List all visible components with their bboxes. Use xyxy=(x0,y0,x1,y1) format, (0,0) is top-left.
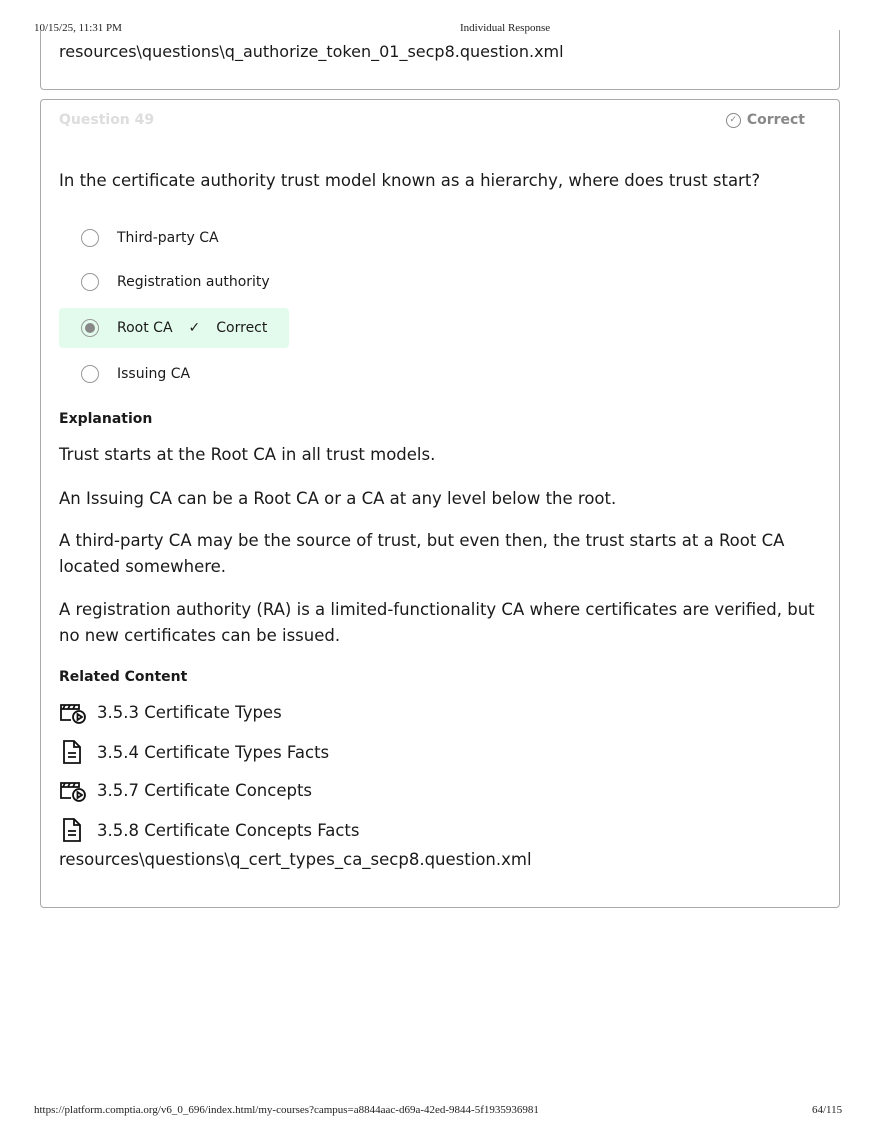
question-card xyxy=(40,99,840,908)
question-number: Question 49 xyxy=(59,112,155,128)
option-label: Third-party CA xyxy=(117,230,219,246)
option-label: Root CA xyxy=(117,320,173,336)
document-icon xyxy=(59,817,87,843)
option-issuing-ca[interactable] xyxy=(59,354,289,394)
question-path: resources\questions\q_cert_types_ca_secp8.question.xml xyxy=(59,850,532,869)
explanation-paragraph: An Issuing CA can be a Root CA or a CA at any level below the root. xyxy=(59,489,617,508)
status-label: Correct xyxy=(746,112,805,128)
explanation-paragraph: A third-party CA may be the source of trust, but even then, the trust starts at a Root CA located somewhere. xyxy=(59,531,785,576)
status-badge xyxy=(726,112,805,128)
print-title: Individual Response xyxy=(460,22,551,34)
document-icon xyxy=(59,739,87,765)
print-url: https://platform.comptia.org/v6_0_696/index.html/my-courses?campus=a8844aac-d69a-42ed-9844-5f1935936981 xyxy=(34,1104,539,1116)
explanation-paragraph: Trust starts at the Root CA in all trust models. xyxy=(59,445,436,464)
related-label: 3.5.8 Certificate Concepts Facts xyxy=(97,820,360,840)
page-number: 64/115 xyxy=(812,1104,843,1116)
option-third-party-ca[interactable] xyxy=(59,218,289,258)
option-label: Registration authority xyxy=(117,274,270,290)
option-registration-authority[interactable] xyxy=(59,262,289,302)
related-link[interactable] xyxy=(59,700,282,724)
radio[interactable] xyxy=(81,229,99,247)
video-icon xyxy=(59,778,87,802)
radio[interactable] xyxy=(81,273,99,291)
related-link[interactable] xyxy=(59,739,329,765)
question-path: resources\questions\q_authorize_token_01_secp8.question.xml xyxy=(59,42,564,61)
related-heading: Related Content xyxy=(59,669,188,685)
related-link[interactable] xyxy=(59,817,360,843)
option-feedback: Correct xyxy=(216,320,268,336)
option-label: Issuing CA xyxy=(117,366,191,382)
related-label: 3.5.7 Certificate Concepts xyxy=(97,780,313,800)
radio[interactable] xyxy=(81,319,99,337)
radio[interactable] xyxy=(81,365,99,383)
related-label: 3.5.4 Certificate Types Facts xyxy=(97,742,330,762)
option-root-ca[interactable] xyxy=(59,308,289,348)
explanation-paragraph: A registration authority (RA) is a limited-functionality CA where certificates are verified, but no new certificates can be issued. xyxy=(59,600,815,645)
related-label: 3.5.3 Certificate Types xyxy=(97,702,282,722)
previous-question-card xyxy=(40,30,840,90)
video-icon xyxy=(59,700,87,724)
print-datetime: 10/15/25, 11:31 PM xyxy=(34,22,122,34)
related-link[interactable] xyxy=(59,778,312,802)
check-circle-icon: ✓ xyxy=(726,113,741,128)
explanation-heading: Explanation xyxy=(59,411,153,427)
check-icon: ✓ xyxy=(188,320,201,336)
question-text: In the certificate authority trust model known as a hierarchy, where does trust start? xyxy=(59,171,761,190)
